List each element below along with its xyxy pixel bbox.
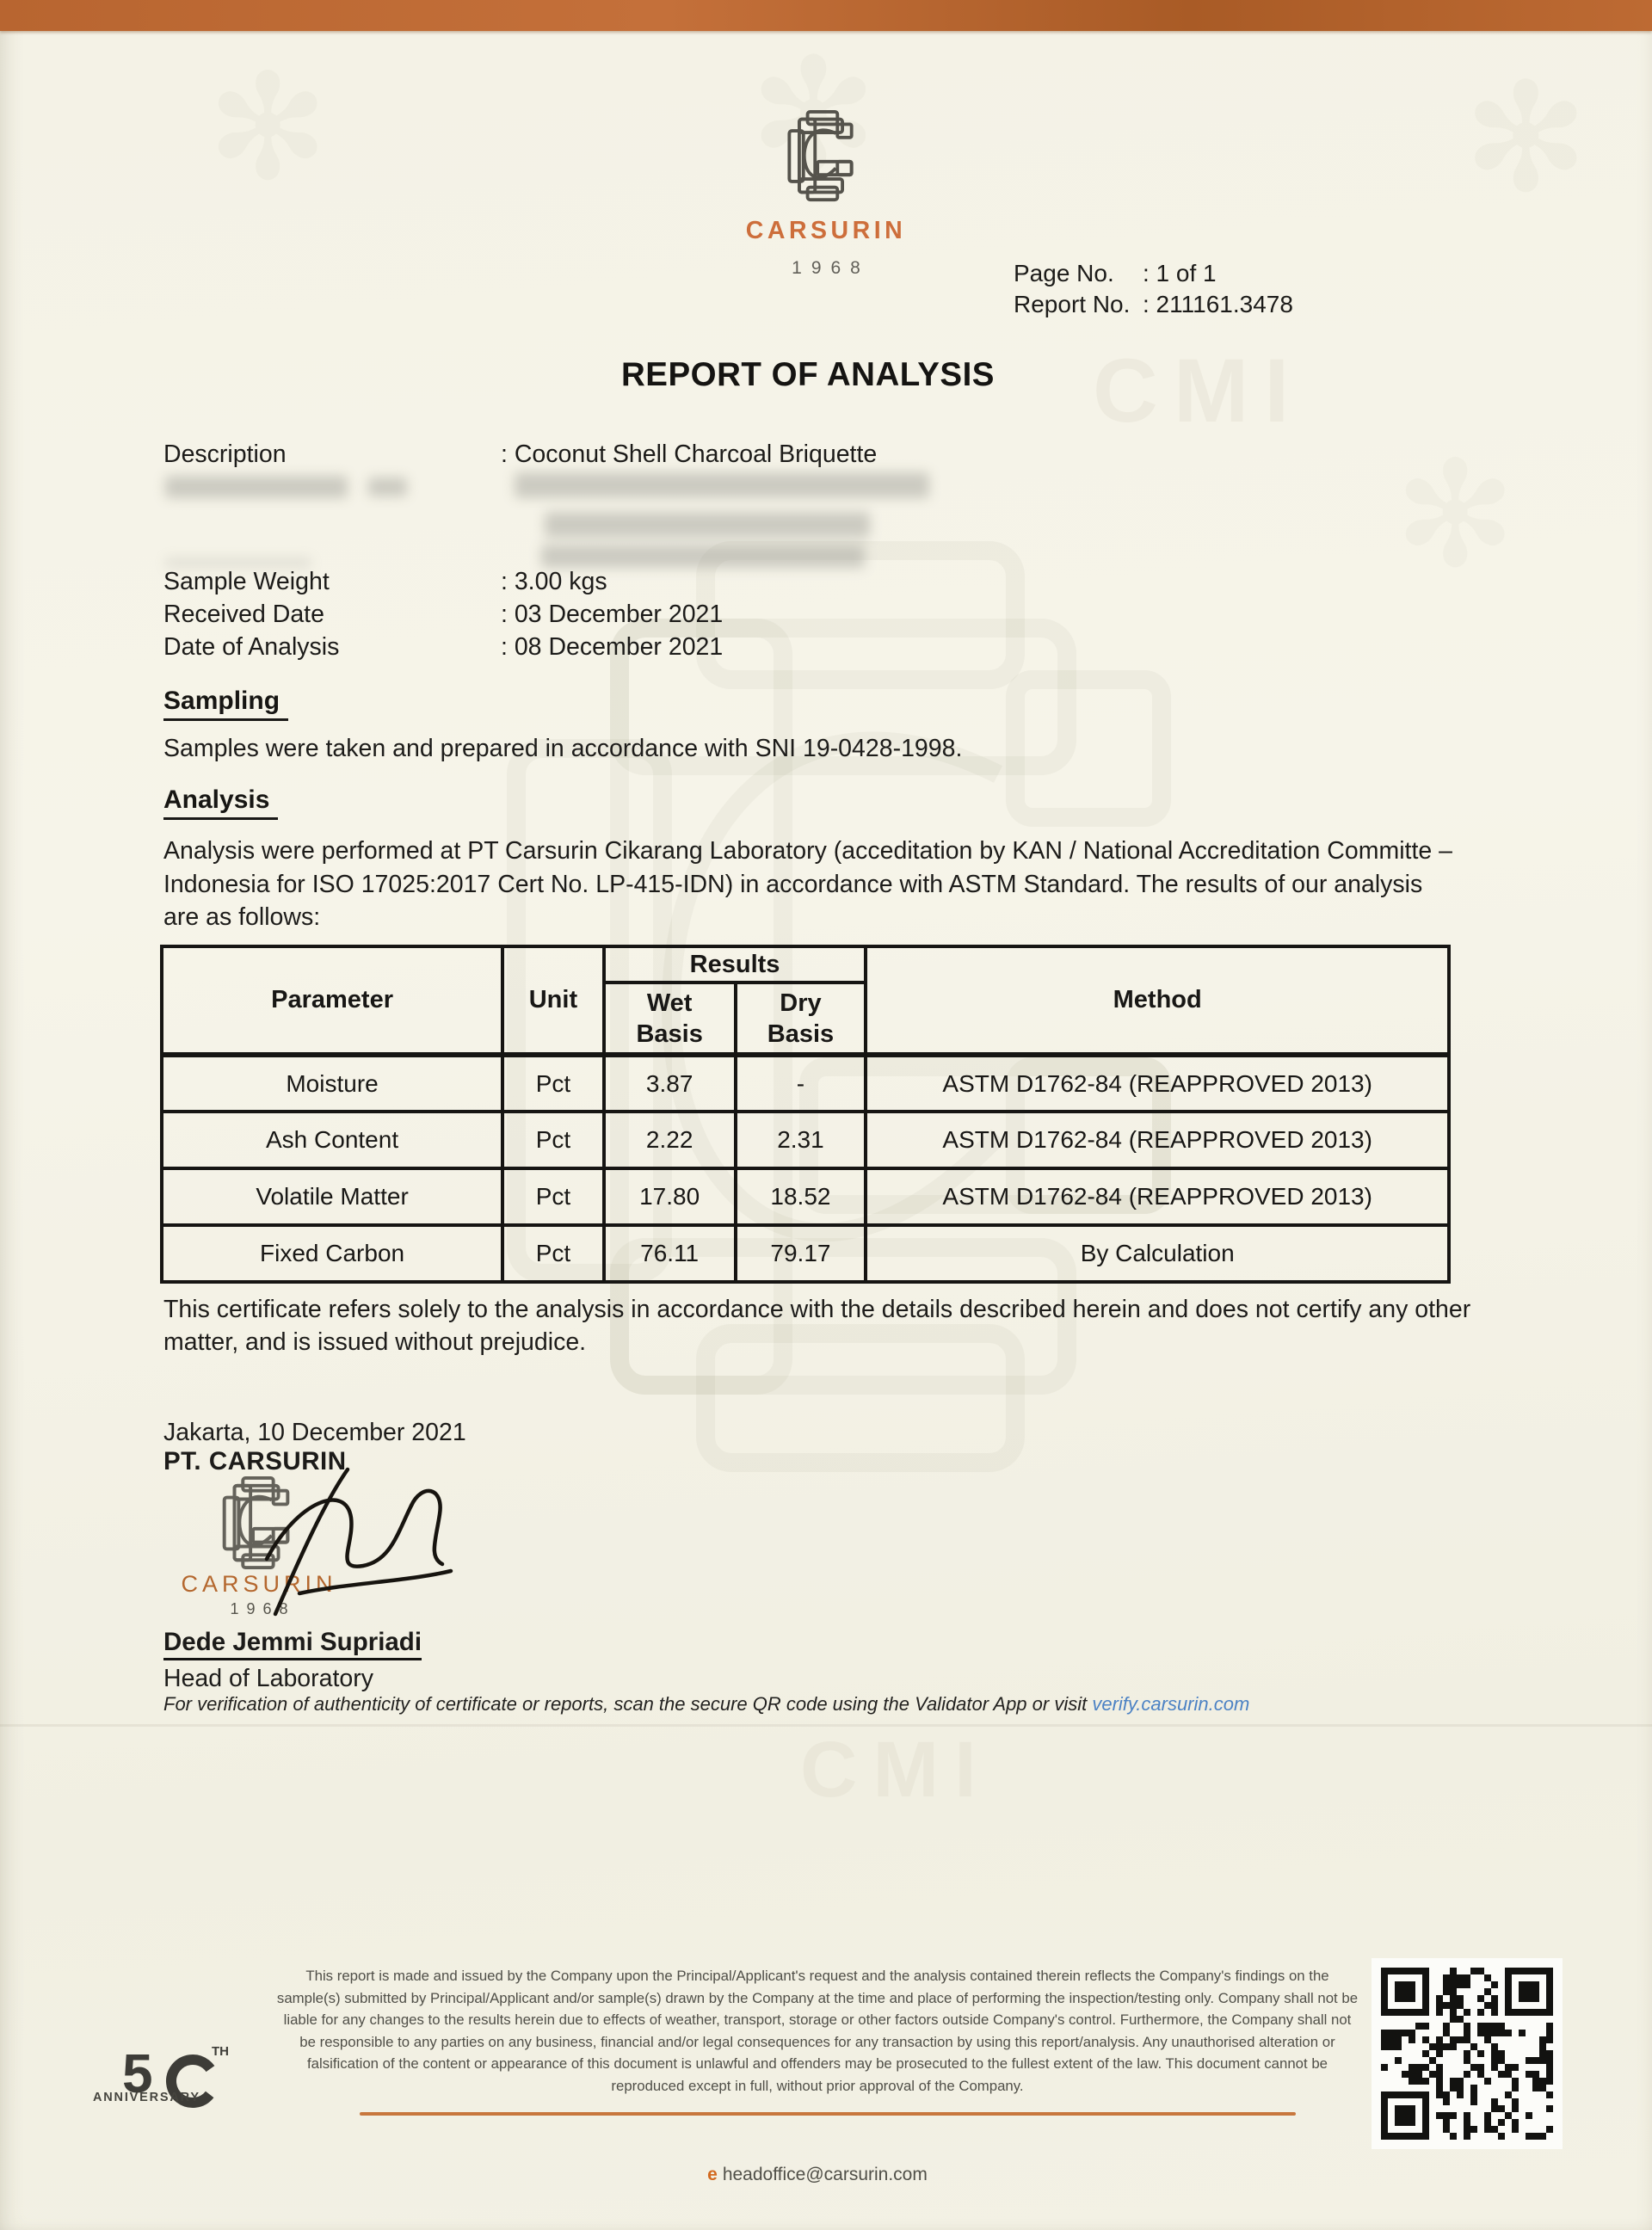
- col-header-unit: Unit: [502, 946, 604, 1055]
- page-number-row: [1014, 258, 1293, 289]
- brand-wordmark: CARSURIN: [745, 217, 907, 244]
- email-address: headoffice@carsurin.com: [722, 2165, 928, 2184]
- cell-wet: 3.87: [604, 1055, 736, 1112]
- anniversary-th: TH: [212, 2044, 229, 2059]
- anniversary-number: 5: [122, 2042, 153, 2104]
- cell-dry: 79.17: [736, 1225, 866, 1282]
- verification-note: [163, 1693, 1249, 1716]
- cell-dry: 18.52: [736, 1168, 866, 1225]
- cell-method: ASTM D1762-84 (REAPPROVED 2013): [866, 1168, 1449, 1225]
- table-row: [162, 1055, 1449, 1112]
- carsurin-monogram-logo: [771, 110, 871, 203]
- table-row: [162, 1112, 1449, 1168]
- cell-unit: Pct: [502, 1112, 604, 1168]
- received-date-value: : 03 December 2021: [501, 601, 724, 628]
- cell-parameter: Moisture: [162, 1055, 502, 1112]
- sampling-body: Samples were taken and prepared in accordance with SNI 19-0428-1998.: [163, 735, 963, 762]
- cell-dry: -: [736, 1055, 866, 1112]
- top-orange-bar: [0, 0, 1652, 31]
- redacted-value-line: [515, 472, 929, 498]
- page-no-value: : 1 of 1: [1143, 260, 1217, 286]
- paper-crease: [0, 1724, 1652, 1727]
- cell-parameter: Fixed Carbon: [162, 1225, 502, 1282]
- analysis-date-value: : 08 December 2021: [501, 633, 724, 661]
- footer-divider: [360, 2112, 1296, 2116]
- description-label: Description: [163, 440, 287, 468]
- results-table: [160, 945, 1451, 1284]
- description-value: : Coconut Shell Charcoal Briquette: [501, 440, 878, 468]
- cell-parameter: Volatile Matter: [162, 1168, 502, 1225]
- snowflake-watermark: ✻: [1463, 55, 1589, 223]
- analysis-body: Analysis were performed at PT Carsurin Cikarang Laboratory (acceditation by KAN / National Accreditation Committe – Indonesia for ISO 17025:2017 Cert No. LP-415-IDN) in accordance with ASTM Standard. The results of our analysis are as follows:: [163, 837, 1452, 931]
- redacted-value-line: [165, 558, 311, 568]
- verification-text: For verification of authenticity of certificate or reports, scan the secure QR code using the Validator App or visit: [163, 1693, 1088, 1715]
- stamp-brand: CARSURIN: [181, 1571, 337, 1597]
- cell-method: By Calculation: [866, 1225, 1449, 1282]
- 50th-anniversary-logo: [93, 2041, 248, 2127]
- signer-title: Head of Laboratory: [163, 1665, 373, 1692]
- page-title: REPORT OF ANALYSIS: [621, 356, 995, 393]
- report-no-label: Report No.: [1014, 291, 1131, 317]
- email-icon: e: [707, 2165, 718, 2184]
- redacted-label: [368, 477, 407, 496]
- col-header-results: Results: [604, 946, 866, 983]
- cell-unit: Pct: [502, 1225, 604, 1282]
- anniversary-word: ANNIVERSARY: [93, 2091, 200, 2104]
- sampling-heading: Sampling: [163, 687, 288, 721]
- handwritten-signature: [217, 1454, 475, 1626]
- qr-code: [1372, 1958, 1563, 2149]
- cell-dry: 2.31: [736, 1112, 866, 1168]
- cell-unit: Pct: [502, 1168, 604, 1225]
- footer-disclaimer: This report is made and issued by the Company upon the Principal/Applicant's request and the analysis contained therein reflects the Company's findings on the sample(s) submitted by Principal/Applicant and/or sample(s) drawn by the Company at the time and place of performing the inspection/testing only. Company shall not be liable for any changes to the results herein due to effects of weather, transport, storage or other factors outside Company's control. Furthermore, the Company shall not be responsible to any parties on any business, financial and/or legal consequences for any transaction by using this report/analysis. Any unauthorised alteration or falsification of the content or appearance of this document is unlawful and offenders may be prosecuted to the fullest extent of the law. This document cannot be reproduced except in full, without prior approval of the Company.: [276, 1968, 1359, 2094]
- report-number-row: [1014, 289, 1293, 320]
- analysis-heading: Analysis: [163, 785, 278, 820]
- sample-weight-value: : 3.00 kgs: [501, 568, 607, 595]
- redacted-value-line: [541, 545, 865, 568]
- cmi-watermark-bottom: CMI: [800, 1726, 992, 1814]
- col-header-parameter: Parameter: [162, 946, 502, 1055]
- cmi-watermark-top: CMI: [1093, 341, 1305, 441]
- report-no-value: : 211161.3478: [1143, 291, 1293, 317]
- company-name: PT. CARSURIN: [163, 1447, 347, 1475]
- verify-link[interactable]: verify.carsurin.com: [1092, 1693, 1250, 1715]
- table-row: [162, 1225, 1449, 1282]
- received-date-label: Received Date: [163, 601, 324, 628]
- snowflake-watermark: ✻: [206, 46, 330, 210]
- cell-parameter: Ash Content: [162, 1112, 502, 1168]
- analysis-date-label: Date of Analysis: [163, 633, 340, 661]
- col-header-wet-basis: Wet Basis: [604, 983, 736, 1055]
- snowflake-watermark: ✻: [749, 29, 878, 202]
- footer-email-row: [275, 2165, 1359, 2185]
- col-header-method: Method: [866, 946, 1449, 1055]
- cell-method: ASTM D1762-84 (REAPPROVED 2013): [866, 1055, 1449, 1112]
- cell-wet: 76.11: [604, 1225, 736, 1282]
- table-row: [162, 1168, 1449, 1225]
- document-id-block: [1014, 258, 1293, 320]
- certificate-note: This certificate refers solely to the analysis in accordance with the details described herein and does not certify any other matter, and is issued without prejudice.: [163, 1296, 1471, 1356]
- cell-wet: 17.80: [604, 1168, 736, 1225]
- signer-name: Dede Jemmi Supriadi: [163, 1628, 422, 1660]
- page-no-label: Page No.: [1014, 260, 1114, 286]
- cell-unit: Pct: [502, 1055, 604, 1112]
- col-header-dry-basis: Dry Basis: [736, 983, 866, 1055]
- stamp-year: 1968: [230, 1600, 296, 1617]
- sample-weight-label: Sample Weight: [163, 568, 330, 595]
- cell-method: ASTM D1762-84 (REAPPROVED 2013): [866, 1112, 1449, 1168]
- place-date: Jakarta, 10 December 2021: [163, 1419, 466, 1446]
- brand-year: 1968: [792, 258, 870, 278]
- snowflake-watermark: ✻: [1394, 434, 1517, 597]
- cell-wet: 2.22: [604, 1112, 736, 1168]
- redacted-value-line: [545, 512, 870, 538]
- redacted-label: [165, 476, 348, 498]
